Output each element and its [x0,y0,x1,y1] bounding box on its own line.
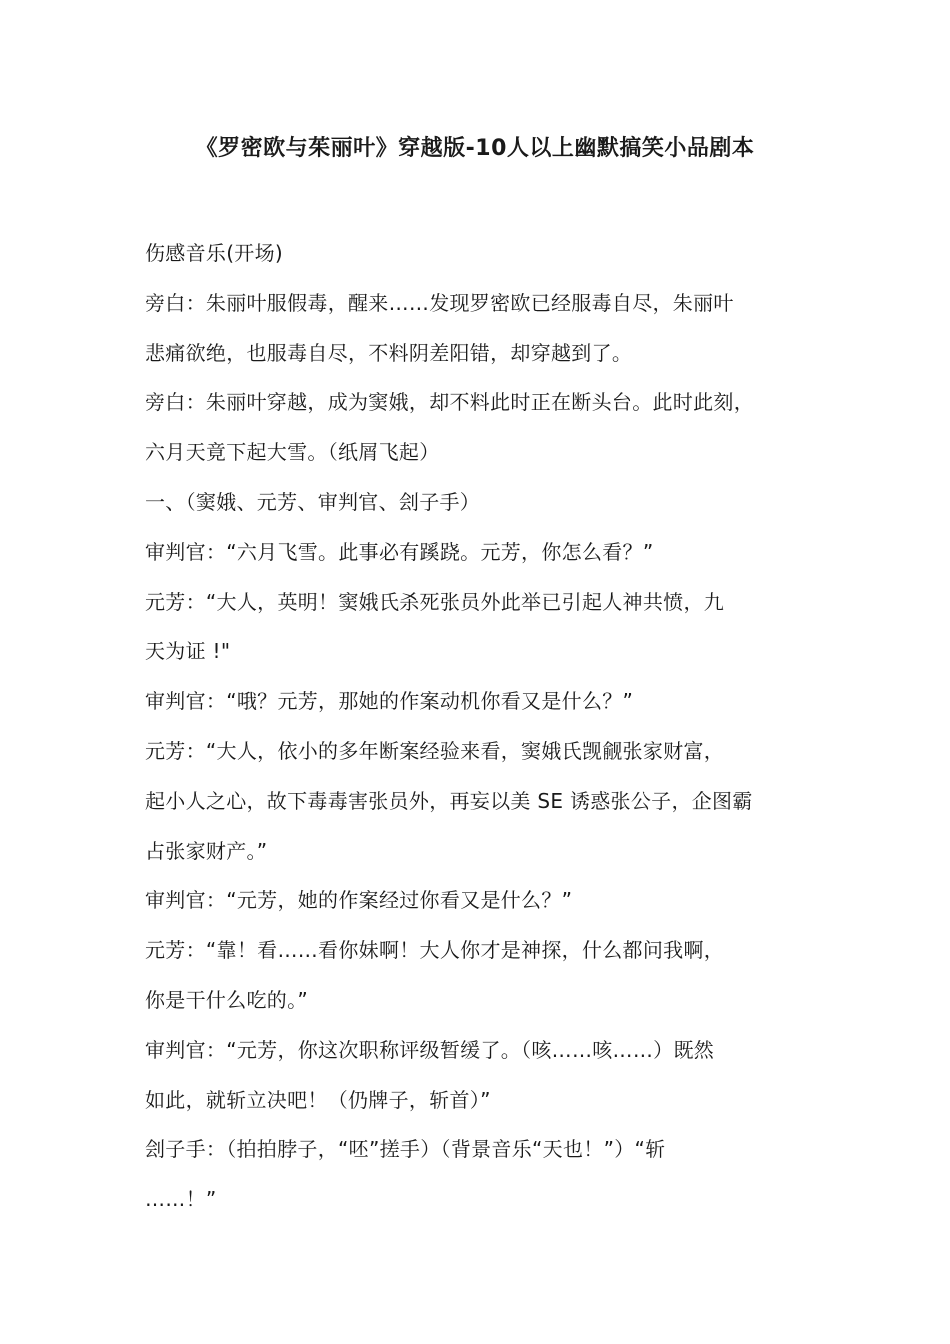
paragraph-line: 伤感音乐(开场) [145,241,284,265]
paragraph-line: 六月天竟下起大雪。（纸屑飞起） [145,440,440,465]
paragraph-line: 元芳：“大人，依小的多年断案经验来看，窦娥氏觊觎张家财富， [145,738,725,763]
paragraph-line: 旁白：朱丽叶穿越，成为窦娥，却不料此时正在断头台。此时此刻， [145,390,754,415]
paragraph-line: 起小人之心，故下毒毒害张员外，再妄以美 SE 诱惑张公子，企图霸 [145,788,753,813]
paragraph-line: 审判官：“元芳，她的作案经过你看又是什么？” [145,888,573,913]
paragraph-line: 刽子手：（拍拍脖子，“呸”搓手）（背景音乐“天也！”）“斩 [145,1137,666,1162]
paragraph-line: 悲痛欲绝，也服毒自尽，不料阴差阳错，却穿越到了。 [145,340,633,365]
document-title: 《罗密欧与茱丽叶》穿越版-10人以上幽默搞笑小品剧本 [195,136,755,161]
paragraph-line: 如此，就斩立决吧！（仍牌子，斩首）” [145,1087,491,1112]
paragraph-line: 旁白：朱丽叶服假毒，醒来……发现罗密欧已经服毒自尽，朱丽叶 [145,290,734,315]
paragraph-line: 审判官：“六月飞雪。此事必有蹊跷。元芳，你怎么看？” [145,539,654,564]
paragraph-line: 一、（窦娥、元芳、审判官、刽子手） [145,489,481,514]
paragraph-line: 审判官：“元芳，你这次职称评级暂缓了。（咳……咳……）既然 [145,1037,715,1062]
document-body [145,229,825,1225]
paragraph-line: 元芳：“靠！看……看你妹啊！大人你才是神探，什么都问我啊， [145,938,725,963]
paragraph-line: ……！” [145,1187,217,1212]
paragraph-line: 你是干什么吃的。” [145,987,309,1012]
paragraph-line: 元芳：“大人，英明！窦娥氏杀死张员外此举已引起人神共愤，九 [145,589,725,614]
paragraph-line: 天为证 !" [145,639,231,664]
paragraph-line: 占张家财产。” [145,838,268,863]
paragraph-line: 审判官：“哦？元芳，那她的作案动机你看又是什么？” [145,689,634,714]
